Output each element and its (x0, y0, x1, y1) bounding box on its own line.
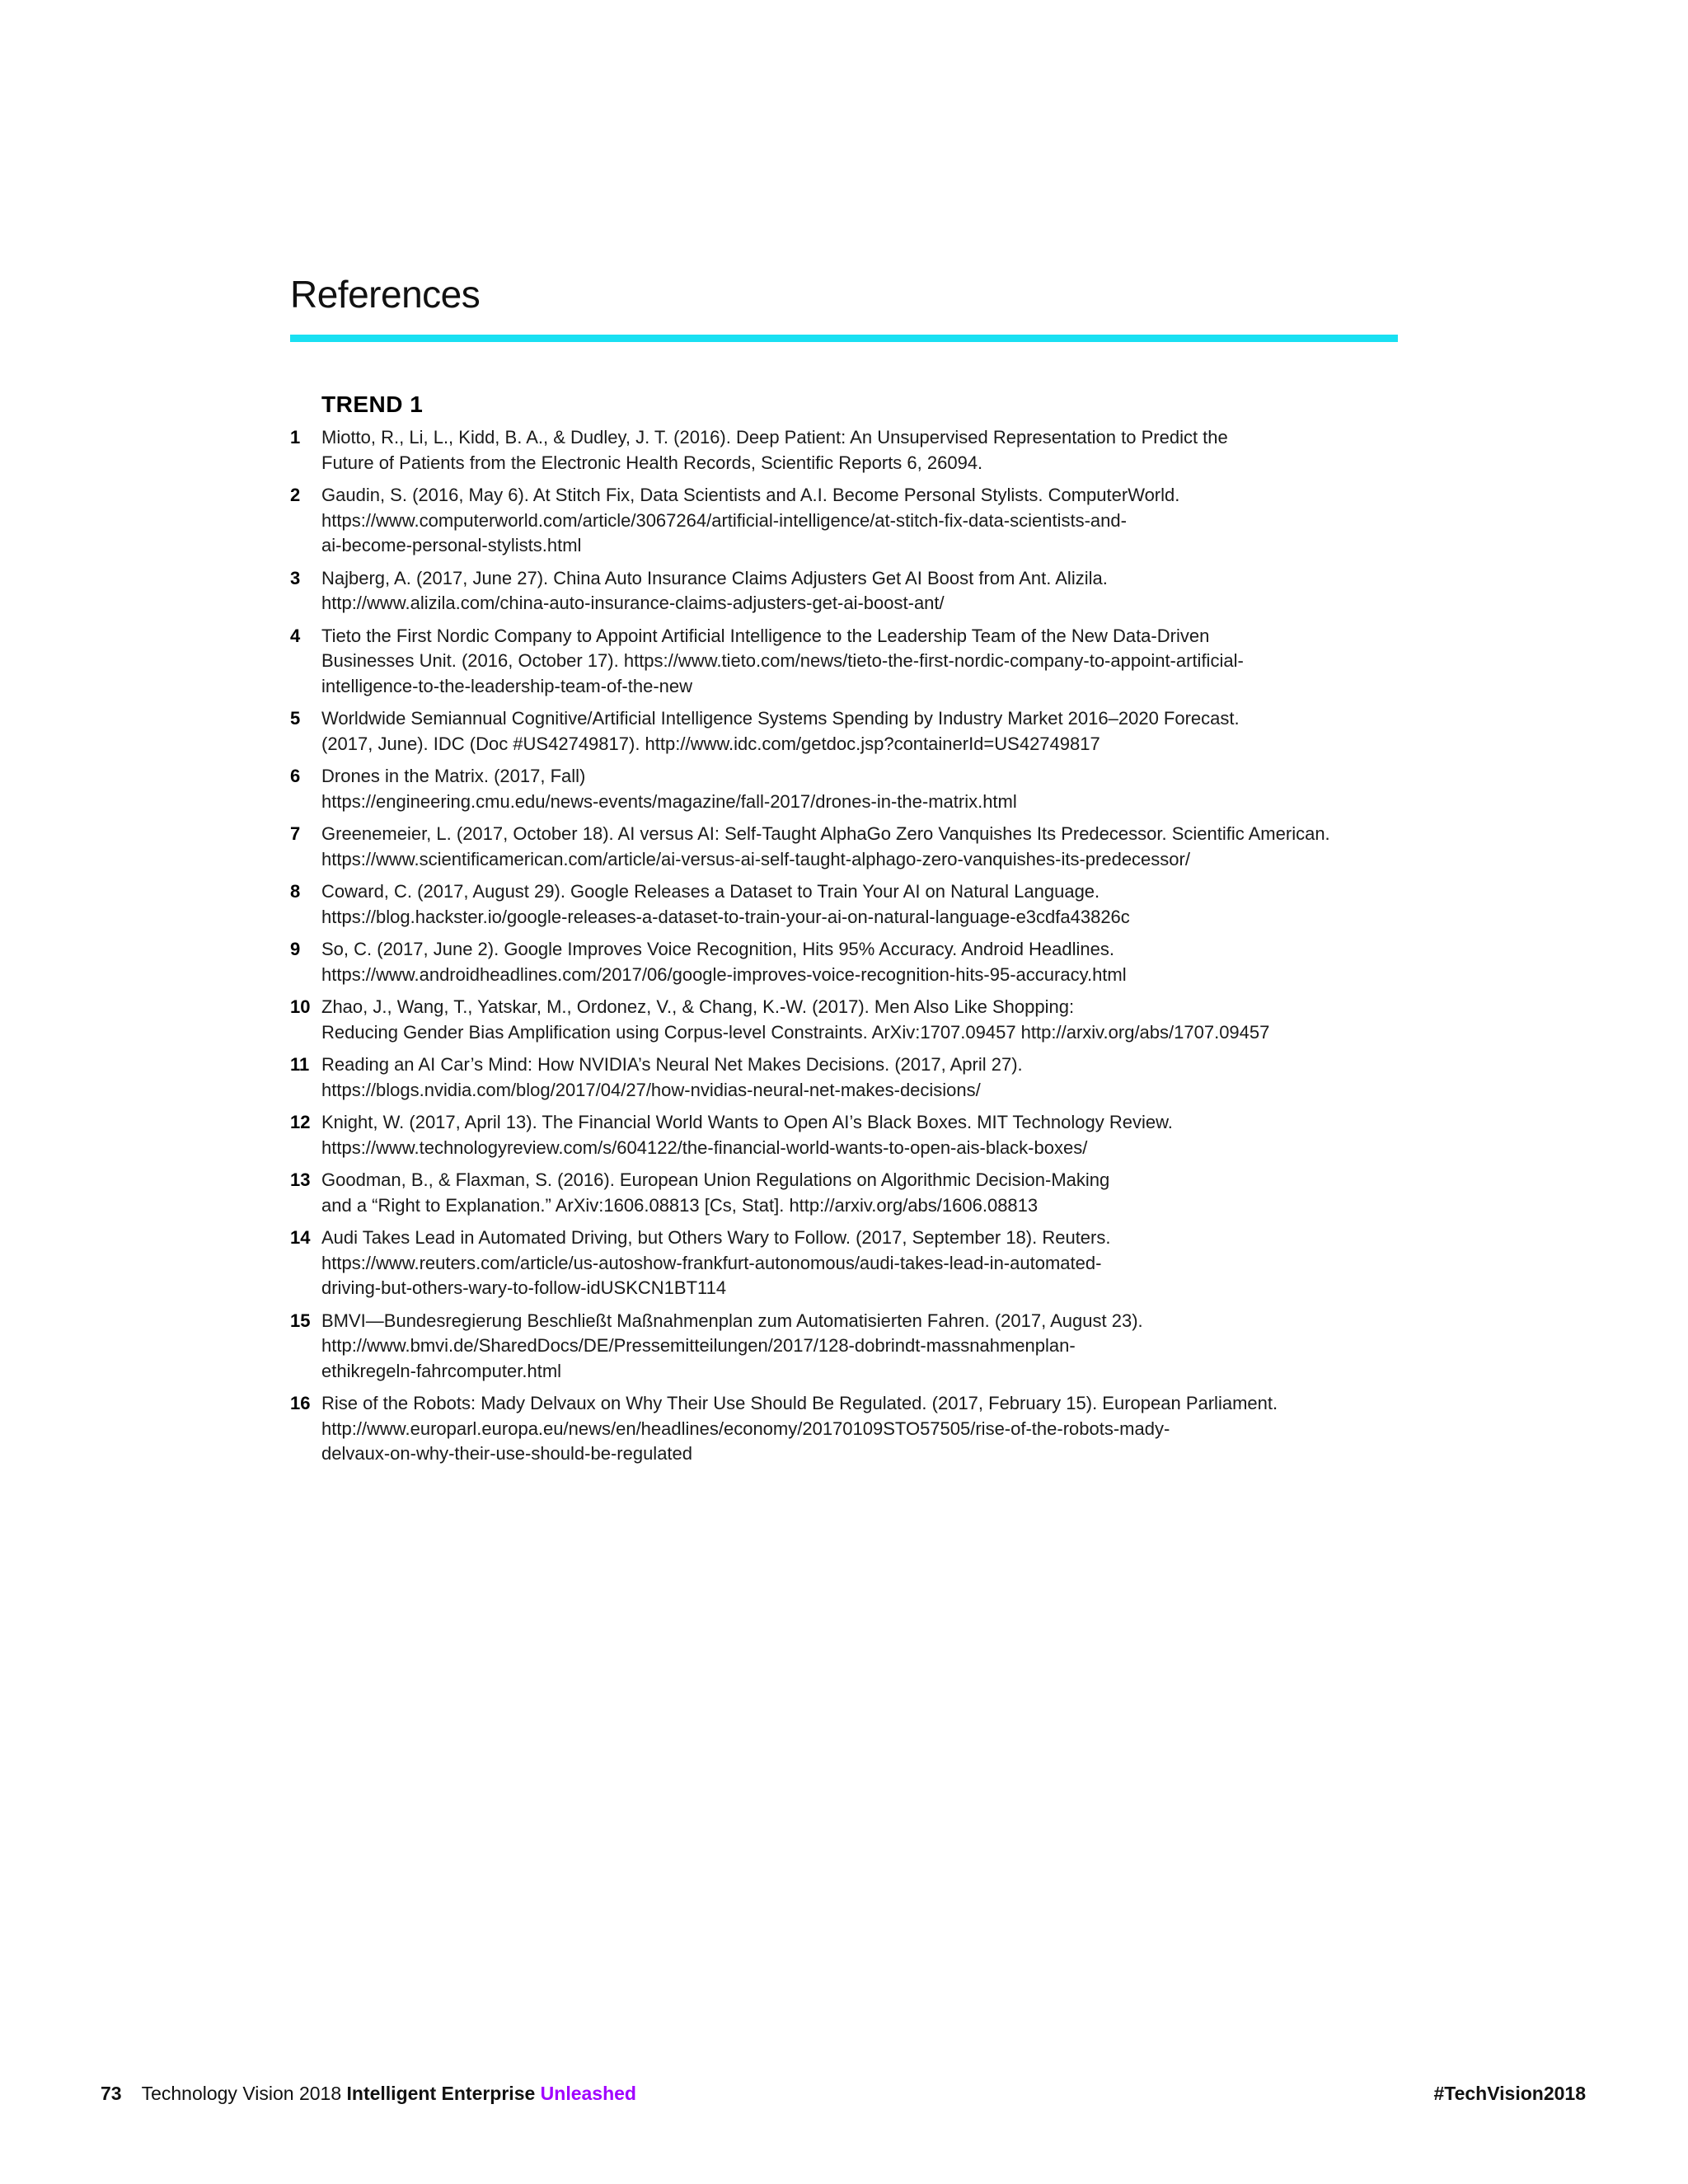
reference-text (321, 1168, 1444, 1218)
reference-line: driving-but-others-wary-to-follow-idUSKCN1BT114 (321, 1277, 727, 1298)
reference-line: intelligence-to-the-leadership-team-of-the-new (321, 675, 693, 696)
reference-line: Reducing Gender Bias Amplification using Corpus-level Constraints. ArXiv:1707.09457 http://arxiv.org/abs/1707.09457 (321, 1021, 1270, 1043)
reference-number: 2 (290, 485, 301, 505)
reference-number: 1 (290, 427, 301, 448)
reference-item (290, 1052, 1444, 1103)
reference-item (290, 995, 1444, 1045)
reference-item (290, 566, 1444, 616)
reference-number: 3 (290, 567, 301, 588)
reference-line: ethikregeln-fahrcomputer.html (321, 1360, 562, 1381)
reference-line: Greenemeier, L. (2017, October 18). AI versus AI: Self-Taught AlphaGo Zero Vanquishes Its Predecessor. Scientific American. (321, 823, 1330, 844)
reference-item (290, 624, 1444, 700)
reference-line: https://blogs.nvidia.com/blog/2017/04/27/how-nvidias-neural-net-makes-decisions/ (321, 1079, 981, 1100)
reference-line: Goodman, B., & Flaxman, S. (2016). European Union Regulations on Algorithmic Decision-Making (321, 1169, 1110, 1190)
page-title: References (290, 273, 481, 316)
reference-line: http://www.bmvi.de/SharedDocs/DE/Pressemitteilungen/2017/128-dobrindt-massnahmenplan- (321, 1335, 1076, 1356)
reference-item (290, 1110, 1444, 1160)
reference-number: 14 (290, 1227, 311, 1248)
reference-item (290, 425, 1444, 476)
section-heading: TREND 1 (321, 391, 424, 417)
reference-text (321, 822, 1444, 872)
reference-line: Najberg, A. (2017, June 27). China Auto Insurance Claims Adjusters Get AI Boost from Ant. Alizila. (321, 567, 1108, 588)
reference-item (290, 1391, 1444, 1467)
reference-item (290, 1309, 1444, 1385)
reference-number: 16 (290, 1393, 311, 1413)
reference-item (290, 879, 1444, 930)
reference-line: ai-become-personal-stylists.html (321, 535, 582, 555)
reference-text (321, 995, 1444, 1045)
reference-line: https://engineering.cmu.edu/news-events/magazine/fall-2017/drones-in-the-matrix.html (321, 790, 1017, 812)
page-number: 73 (101, 2083, 122, 2104)
reference-line: Drones in the Matrix. (2017, Fall) (321, 766, 586, 786)
reference-item (290, 937, 1444, 987)
reference-number: 8 (290, 881, 301, 902)
theme-accent: Unleashed (540, 2083, 636, 2104)
reference-line: Coward, C. (2017, August 29). Google Releases a Dataset to Train Your AI on Natural Language. (321, 881, 1100, 902)
reference-text (321, 764, 1444, 814)
reference-line: BMVI—Bundesregierung Beschließt Maßnahmenplan zum Automatisierten Fahren. (2017, August 23). (321, 1310, 1143, 1331)
reference-line: Knight, W. (2017, April 13). The Financial World Wants to Open AI’s Black Boxes. MIT Technology Review. (321, 1112, 1173, 1132)
reference-line: https://www.androidheadlines.com/2017/06/google-improves-voice-recognition-hits-95-accuracy.html (321, 963, 1127, 985)
reference-list (290, 425, 1444, 1474)
footer-hashtag: #TechVision2018 (1433, 2083, 1586, 2104)
reference-text (321, 1226, 1444, 1301)
reference-text (321, 879, 1444, 930)
reference-text (321, 1309, 1444, 1385)
reference-line: Tieto the First Nordic Company to Appoint Artificial Intelligence to the Leadership Team of the New Data-Driven (321, 625, 1210, 646)
reference-text (321, 1052, 1444, 1103)
reference-line: http://www.europarl.europa.eu/news/en/headlines/economy/20170109STO57505/rise-of-the-robots-mady- (321, 1418, 1170, 1439)
publication-name: Technology Vision 2018 (141, 2083, 342, 2104)
reference-number: 6 (290, 766, 301, 786)
reference-item (290, 822, 1444, 872)
reference-number: 5 (290, 708, 301, 729)
reference-line: Rise of the Robots: Mady Delvaux on Why Their Use Should Be Regulated. (2017, February 15). European Parliament. (321, 1393, 1278, 1413)
reference-item (290, 1168, 1444, 1218)
reference-number: 10 (290, 996, 311, 1017)
reference-line: and a “Right to Explanation.” ArXiv:1606.08813 [Cs, Stat]. http://arxiv.org/abs/1606.08813 (321, 1194, 1039, 1216)
reference-number: 4 (290, 625, 301, 646)
reference-line: Worldwide Semiannual Cognitive/Artificial Intelligence Systems Spending by Industry Market 2016–2020 Forecast. (321, 708, 1240, 729)
reference-line: http://www.alizila.com/china-auto-insurance-claims-adjusters-get-ai-boost-ant/ (321, 593, 945, 613)
reference-number: 13 (290, 1169, 311, 1190)
reference-text (321, 1391, 1444, 1467)
reference-line: https://www.computerworld.com/article/3067264/artificial-intelligence/at-stitch-fix-data-scientists-and- (321, 509, 1127, 531)
reference-line: delvaux-on-why-their-use-should-be-regulated (321, 1443, 693, 1464)
reference-line: https://www.reuters.com/article/us-autoshow-frankfurt-autonomous/audi-takes-lead-in-automated- (321, 1252, 1102, 1273)
reference-item (290, 706, 1444, 757)
reference-number: 7 (290, 823, 301, 844)
reference-text (321, 624, 1444, 700)
reference-line: Future of Patients from the Electronic Health Records, Scientific Reports 6, 26094. (321, 452, 983, 473)
reference-text (321, 1110, 1444, 1160)
reference-line: https://www.scientificamerican.com/article/ai-versus-ai-self-taught-alphago-zero-vanquishes-its-predecessor/ (321, 848, 1190, 869)
reference-number: 9 (290, 939, 301, 959)
reference-line: Gaudin, S. (2016, May 6). At Stitch Fix, Data Scientists and A.I. Become Personal Stylists. ComputerWorld. (321, 485, 1180, 505)
footer-publication (101, 2083, 636, 2105)
reference-number: 11 (290, 1054, 310, 1075)
title-accent-rule (290, 335, 1398, 342)
reference-line: So, C. (2017, June 2). Google Improves Voice Recognition, Hits 95% Accuracy. Android Headlines. (321, 939, 1114, 959)
reference-line: https://www.technologyreview.com/s/604122/the-financial-world-wants-to-open-ais-black-boxes/ (321, 1137, 1088, 1158)
reference-line: (2017, June). IDC (Doc #US42749817). http://www.idc.com/getdoc.jsp?containerId=US42749817 (321, 733, 1100, 754)
reference-line: Businesses Unit. (2016, October 17). https://www.tieto.com/news/tieto-the-first-nordic-company-to-appoint-artificial- (321, 650, 1244, 671)
reference-item (290, 1226, 1444, 1301)
reference-line: https://blog.hackster.io/google-releases-a-dataset-to-train-your-ai-on-natural-language-e3cdfa43826c (321, 906, 1130, 927)
reference-text (321, 937, 1444, 987)
reference-text (321, 483, 1444, 559)
reference-item (290, 764, 1444, 814)
reference-line: Reading an AI Car’s Mind: How NVIDIA’s Neural Net Makes Decisions. (2017, April 27). (321, 1054, 1023, 1075)
theme-bold: Intelligent Enterprise (346, 2083, 536, 2104)
reference-line: Zhao, J., Wang, T., Yatskar, M., Ordonez, V., & Chang, K.-W. (2017). Men Also Like Shopping: (321, 996, 1075, 1017)
reference-number: 12 (290, 1112, 311, 1132)
reference-line: Audi Takes Lead in Automated Driving, but Others Wary to Follow. (2017, September 18). Reuters. (321, 1227, 1111, 1248)
reference-item (290, 483, 1444, 559)
reference-text (321, 425, 1444, 476)
reference-text (321, 566, 1444, 616)
reference-number: 15 (290, 1310, 311, 1331)
reference-line: Miotto, R., Li, L., Kidd, B. A., & Dudley, J. T. (2016). Deep Patient: An Unsupervised Representation to Predict the (321, 427, 1228, 448)
reference-text (321, 706, 1444, 757)
